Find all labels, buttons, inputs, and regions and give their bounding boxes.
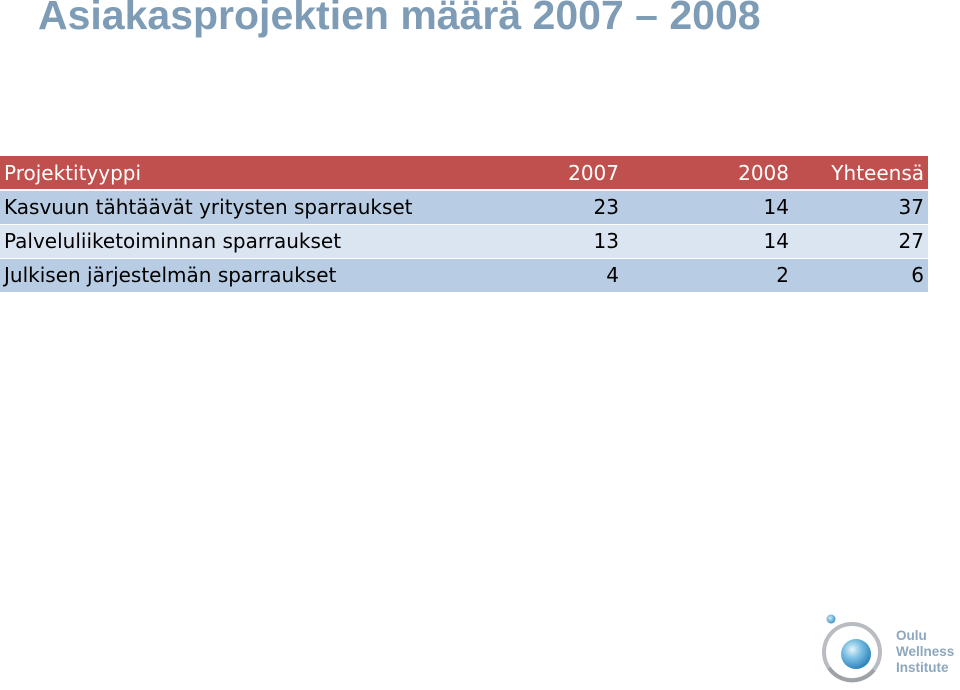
column-header-2008: 2008 [623, 156, 793, 190]
logo-line: Oulu [896, 628, 927, 643]
globe-logo-icon [816, 610, 896, 690]
row-label: Julkisen järjestelmän sparraukset [0, 258, 450, 292]
logo-line: Wellness [896, 644, 955, 659]
table-header-row [0, 156, 928, 190]
cell-2007: 23 [450, 190, 623, 224]
cell-2008: 2 [623, 258, 793, 292]
logo-line: Institute [896, 660, 949, 675]
table-row [0, 190, 928, 224]
logo-text [896, 628, 954, 676]
cell-total: 37 [793, 190, 928, 224]
cell-2007: 4 [450, 258, 623, 292]
cell-total: 27 [793, 224, 928, 258]
row-label: Palveluliiketoiminnan sparraukset [0, 224, 450, 258]
cell-2008: 14 [623, 190, 793, 224]
table-row [0, 258, 928, 292]
cell-2008: 14 [623, 224, 793, 258]
project-table [0, 156, 928, 292]
cell-total: 6 [793, 258, 928, 292]
row-label: Kasvuun tähtäävät yritysten sparraukset [0, 190, 450, 224]
page-title: Asiakasprojektien määrä 2007 – 2008 [38, 0, 761, 38]
column-header-type: Projektityyppi [0, 156, 450, 190]
column-header-2007: 2007 [450, 156, 623, 190]
table-row [0, 224, 928, 258]
column-header-total: Yhteensä [793, 156, 928, 190]
logo [816, 610, 960, 690]
cell-2007: 13 [450, 224, 623, 258]
